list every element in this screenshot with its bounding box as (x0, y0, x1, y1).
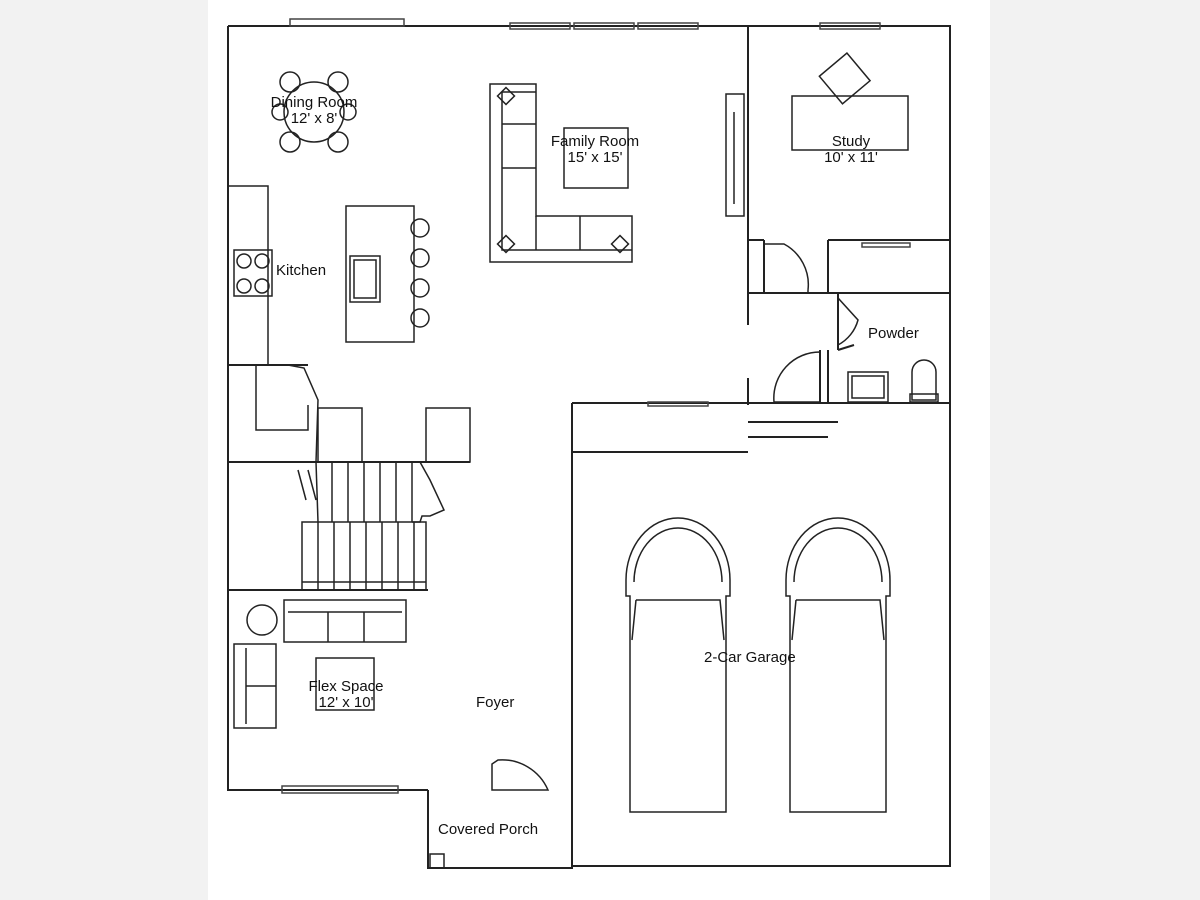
floor-plan-sheet (208, 0, 990, 900)
dining-room-dimensions: 12' x 8' (290, 110, 338, 127)
room-label-family-room (540, 134, 650, 166)
powder-room-fixtures (848, 360, 938, 402)
room-label-study (804, 134, 898, 166)
porch-post (430, 854, 444, 868)
room-label-dining-room (264, 95, 364, 127)
doors (492, 244, 858, 790)
room-label-kitchen: Kitchen (276, 262, 327, 279)
kitchen-counters (228, 186, 429, 365)
room-label-covered-porch: Covered Porch (438, 821, 539, 838)
dining-room-name: Dining Room (270, 94, 358, 111)
sectional-sofa (490, 84, 632, 262)
family-room-dimensions: 15' x 15' (567, 149, 623, 166)
family-room-name: Family Room (550, 133, 640, 150)
room-label-foyer: Foyer (476, 694, 515, 711)
room-label-garage: 2-Car Garage (704, 649, 796, 666)
study-name: Study (831, 133, 871, 150)
pantry-closet (256, 365, 470, 462)
flex-space-name: Flex Space (308, 678, 384, 695)
room-label-powder: Powder (868, 325, 919, 342)
tv-console (726, 94, 744, 216)
study-dimensions: 10' x 11' (824, 149, 878, 166)
room-label-flex-space (296, 679, 396, 711)
staircase (298, 462, 444, 590)
flex-space-dimensions: 12' x 10' (318, 694, 374, 711)
